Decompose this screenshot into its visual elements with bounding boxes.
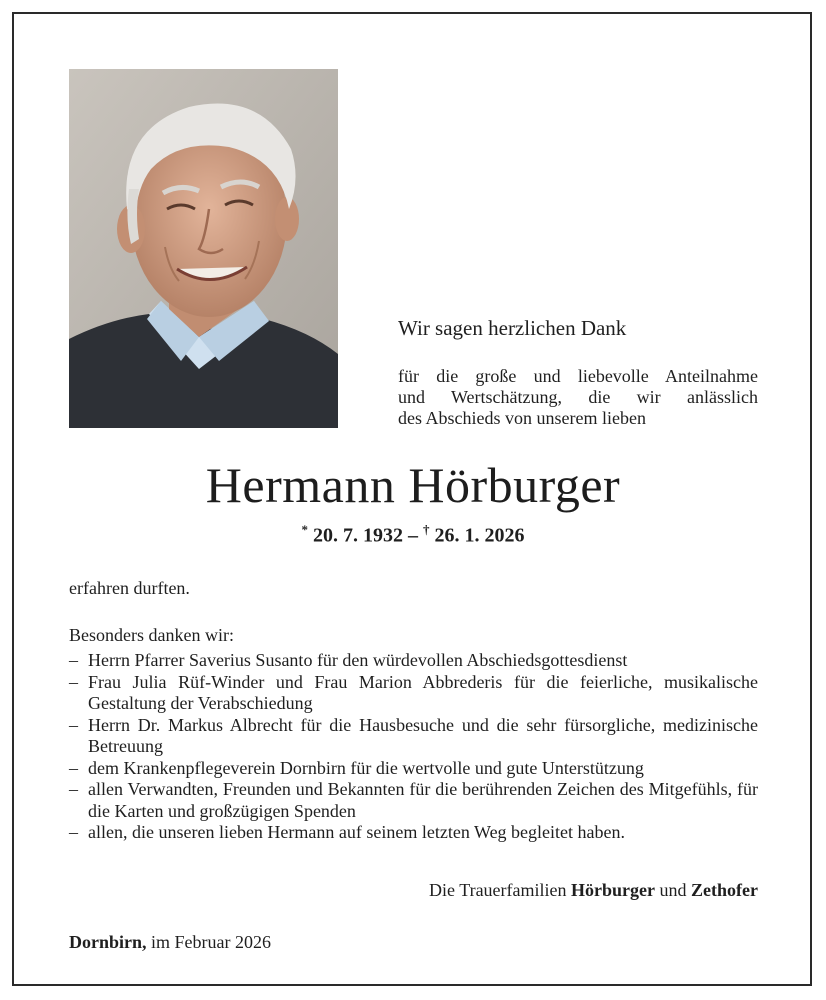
intro-line: für die große und liebevolle Anteilnahme	[398, 366, 758, 386]
signature	[429, 880, 758, 901]
intro-line: des Abschieds von unserem lieben	[398, 408, 646, 428]
place-date	[69, 932, 271, 953]
deceased-name: Hermann Hörburger	[205, 457, 621, 513]
list-dash: –	[69, 822, 78, 842]
date-separator: –	[408, 524, 418, 547]
signature-prefix: Die Trauerfamilien	[429, 880, 567, 900]
list-dash: –	[69, 779, 78, 799]
birth-date: 20. 7. 1932	[313, 524, 403, 547]
list-dash: –	[69, 671, 78, 692]
thanks-heading: Wir sagen herzlichen Dank	[398, 316, 627, 340]
signature-conjunction: und	[659, 880, 687, 900]
thanks-list	[69, 650, 758, 844]
list-item: – Herrn Pfarrer Saverius Susanto für den würdevollen Abschiedsgottesdienst	[69, 650, 628, 670]
list-item: – dem Krankenpflegeverein Dornbirn für die wertvolle und gute Unterstützung	[69, 757, 644, 778]
list-dash: –	[69, 757, 78, 778]
continuation-text: erfahren durften.	[69, 578, 190, 598]
list-item: – allen Verwandten, Freunden und Bekannten für die berührenden Zeichen des Mitgefühls, für die Karten und großzügigen Spenden	[69, 779, 758, 821]
list-item: – allen, die unseren lieben Hermann auf seinem letzten Weg begleitet haben.	[69, 822, 626, 842]
date: im Februar 2026	[151, 932, 271, 952]
birth-symbol: *	[301, 522, 308, 537]
death-symbol: †	[423, 522, 430, 537]
city: Dornbirn,	[69, 932, 147, 952]
portrait-photo	[69, 69, 338, 428]
list-dash: –	[69, 714, 78, 735]
death-date: 26. 1. 2026	[434, 524, 525, 547]
intro-line: und Wertschätzung, die wir anlässlich	[398, 387, 758, 407]
thanks-list-label: Besonders danken wir:	[69, 625, 234, 645]
list-dash: –	[69, 650, 78, 670]
list-item: – Frau Julia Rüf-Winder und Frau Marion Abbrederis für die feierliche, musikalische Gestaltung der Verabschiedung	[69, 671, 758, 713]
family-name: Hörburger	[571, 880, 656, 900]
intro-text	[398, 366, 758, 429]
family-name: Zethofer	[691, 880, 758, 900]
life-dates	[0, 522, 826, 548]
list-item: – Herrn Dr. Markus Albrecht für die Hausbesuche und die sehr fürsorgliche, medizinische Betreuung	[69, 714, 758, 756]
